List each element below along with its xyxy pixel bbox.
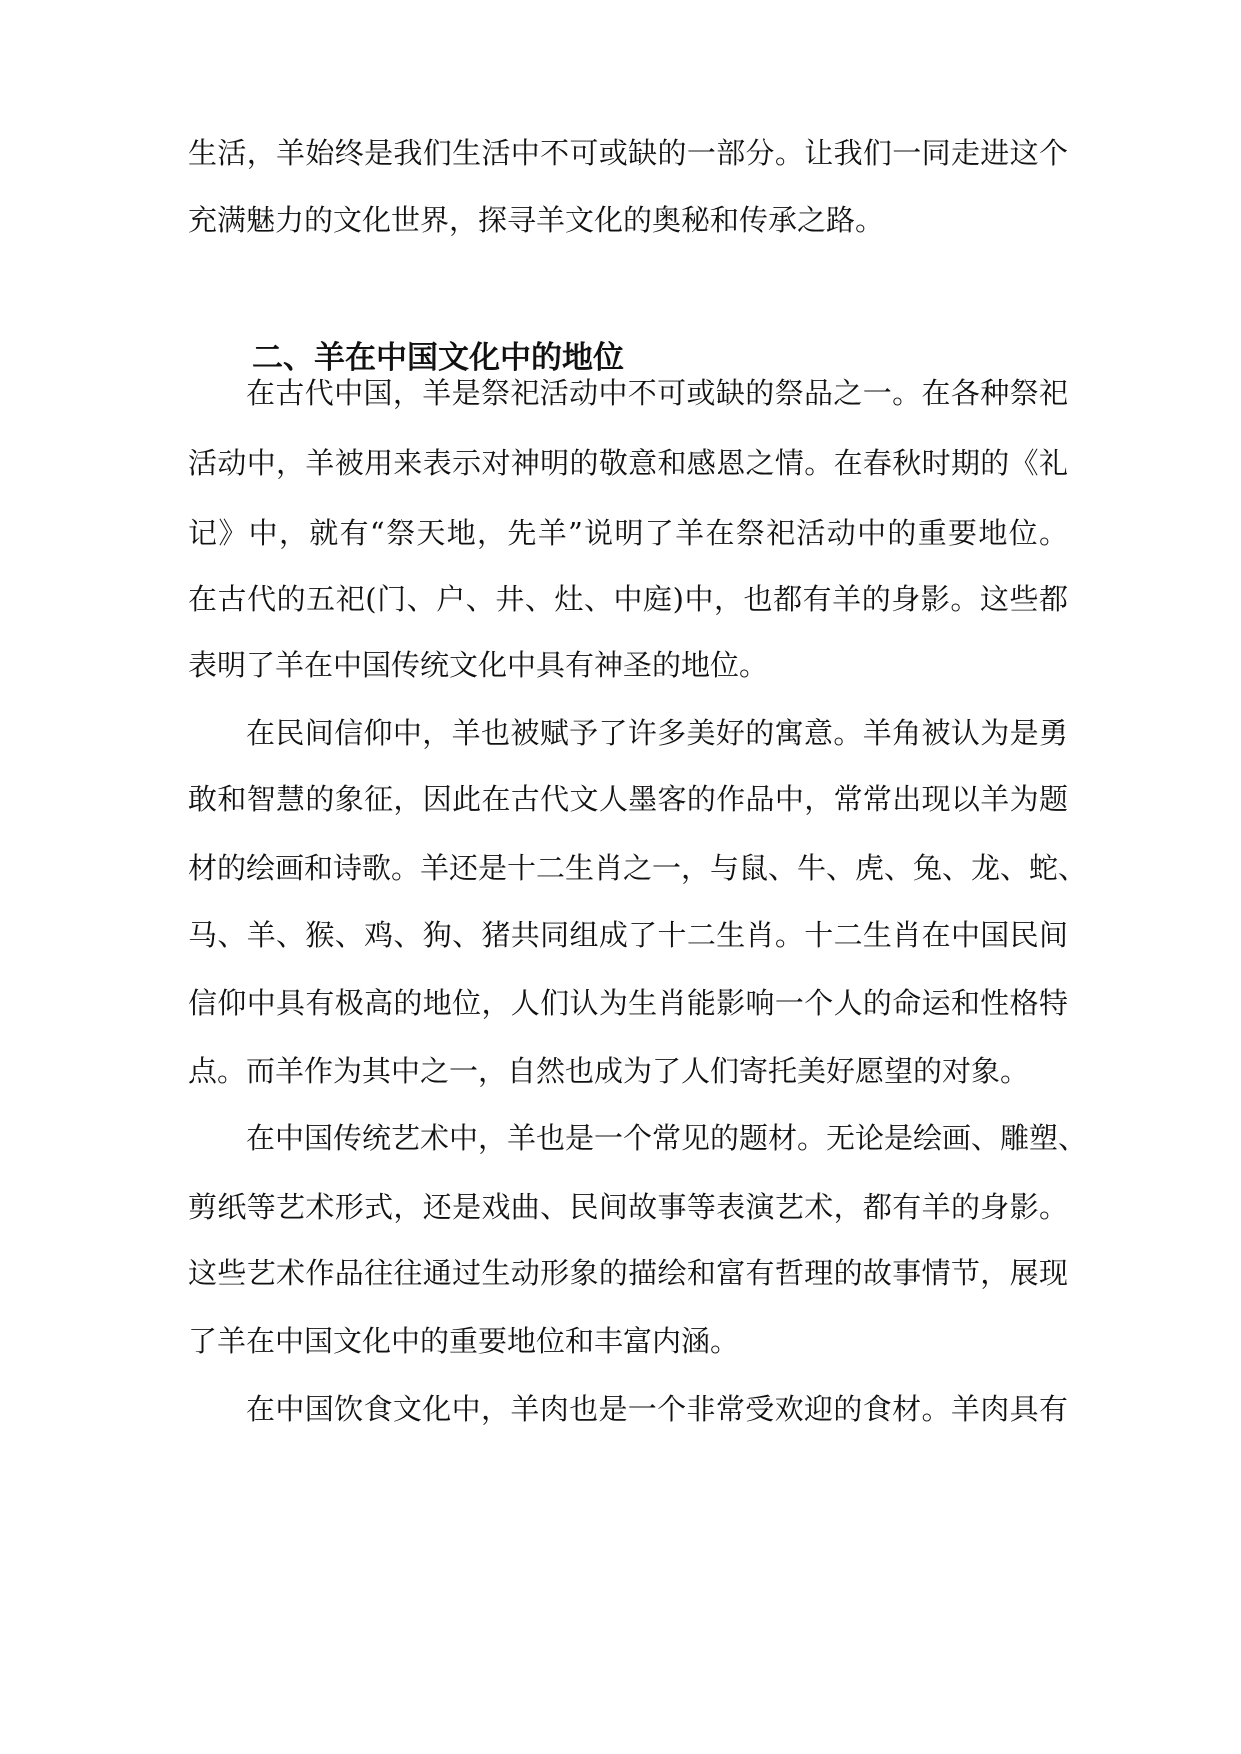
paragraph-line: 在民间信仰中，羊也被赋予了许多美好的寓意。羊角被认为是勇 [246, 716, 1068, 750]
paragraph-line: 生活，羊始终是我们生活中不可或缺的一部分。让我们一同走进这个 [188, 136, 1068, 170]
section-heading: 二、羊在中国文化中的地位 [252, 340, 624, 376]
paragraph-line: 马、羊、猴、鸡、狗、猪共同组成了十二生肖。十二生肖在中国民间 [188, 918, 1068, 952]
paragraph-line: 在中国传统艺术中，羊也是一个常见的题材。无论是绘画、雕塑、 [246, 1121, 1088, 1155]
paragraph-line: 充满魅力的文化世界，探寻羊文化的奥秘和传承之路。 [188, 203, 885, 237]
paragraph-line: 表明了羊在中国传统文化中具有神圣的地位。 [188, 648, 769, 682]
paragraph-line: 剪纸等艺术形式，还是戏曲、民间故事等表演艺术，都有羊的身影。 [188, 1190, 1068, 1224]
paragraph-line: 这些艺术作品往往通过生动形象的描绘和富有哲理的故事情节，展现 [188, 1256, 1068, 1290]
paragraph-line: 在古代的五祀(门、户、井、灶、中庭)中，也都有羊的身影。这些都 [188, 582, 1068, 616]
paragraph-line: 材的绘画和诗歌。羊还是十二生肖之一，与鼠、牛、虎、兔、龙、蛇、 [188, 851, 1088, 885]
paragraph-line: 在古代中国，羊是祭祀活动中不可或缺的祭品之一。在各种祭祀 [246, 376, 1068, 410]
paragraph-line: 在中国饮食文化中，羊肉也是一个非常受欢迎的食材。羊肉具有 [246, 1392, 1068, 1426]
paragraph-line: 敢和智慧的象征，因此在古代文人墨客的作品中，常常出现以羊为题 [188, 782, 1068, 816]
paragraph-line: 信仰中具有极高的地位，人们认为生肖能影响一个人的命运和性格特 [188, 986, 1068, 1020]
paragraph-line: 记》中，就有“祭天地，先羊”说明了羊在祭祀活动中的重要地位。 [188, 516, 1068, 550]
paragraph-line: 了羊在中国文化中的重要地位和丰富内涵。 [188, 1324, 740, 1358]
paragraph-line: 点。而羊作为其中之一，自然也成为了人们寄托美好愿望的对象。 [188, 1054, 1030, 1088]
paragraph-line: 活动中，羊被用来表示对神明的敬意和感恩之情。在春秋时期的《礼 [188, 446, 1068, 480]
